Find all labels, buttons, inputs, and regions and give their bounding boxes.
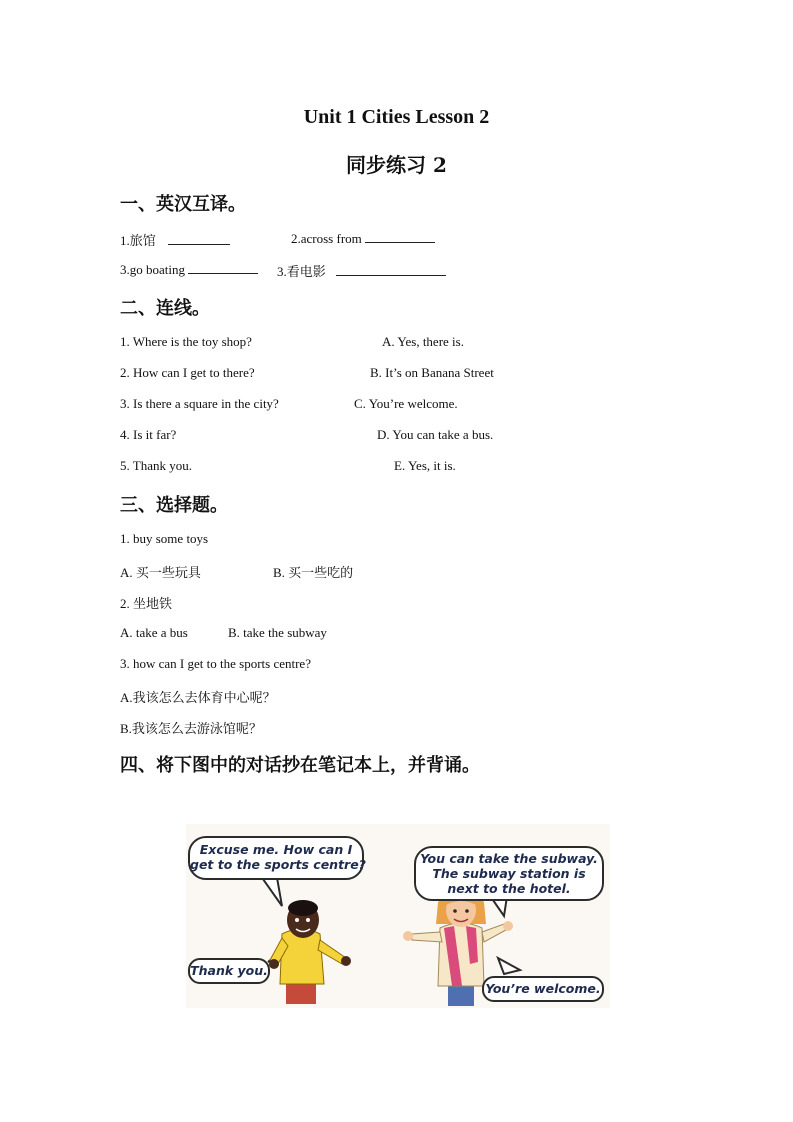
section-1-heading: 一、英汉互译。	[120, 194, 246, 215]
match-question-2: 2. How can I get to there?	[120, 365, 255, 380]
answer-blank[interactable]	[336, 263, 446, 276]
section-3-heading: 三、选择题。	[120, 495, 228, 516]
item-text: 2.across from	[291, 231, 362, 246]
match-question-1: 1. Where is the toy shop?	[120, 334, 252, 349]
dialogue-illustration	[186, 824, 610, 1008]
bubble-line: next to the hotel.	[447, 881, 571, 896]
choice-3-option-a[interactable]: A.我该怎么去体育中心呢？	[120, 690, 276, 705]
translate-item-3	[120, 261, 258, 278]
speech-bubble-thank-you: Thank you.	[188, 958, 270, 984]
choice-3-option-b[interactable]: B.我该怎么去游泳馆呢？	[120, 721, 262, 736]
boy-figure	[269, 900, 351, 1004]
translate-item-2	[291, 230, 435, 247]
translate-item-4	[277, 261, 446, 280]
section-2-heading: 二、连线。	[120, 298, 210, 319]
bubble-tail	[498, 958, 520, 974]
page-subtitle: 同步练习 2	[346, 153, 447, 177]
match-answer-b: B. It’s on Banana Street	[370, 365, 494, 380]
match-answer-c: C. You’re welcome.	[354, 396, 458, 411]
match-question-4: 4. Is it far?	[120, 427, 177, 442]
choice-1-option-a[interactable]: A. 买一些玩具	[120, 565, 201, 580]
speech-bubble-boy-question	[188, 836, 364, 880]
item-text: 3.看电影	[277, 264, 326, 279]
page-title: Unit 1 Cities Lesson 2	[303, 106, 490, 128]
match-answer-e: E. Yes, it is.	[394, 458, 456, 473]
section-4-heading: 四、将下图中的对话抄在笔记本上，并背诵。	[120, 755, 480, 776]
bubble-line: get to the sports centre?	[190, 857, 366, 872]
translate-item-1	[120, 230, 230, 249]
bubble-line: Excuse me. How can I	[199, 842, 353, 857]
bubble-line: You can take the subway.	[420, 851, 598, 866]
choice-question-3: 3. how can I get to the sports centre?	[120, 656, 311, 671]
bubble-line: The subway station is	[432, 866, 586, 881]
item-text: 3.go boating	[120, 262, 185, 277]
choice-2-option-a[interactable]: A. take a bus	[120, 625, 188, 640]
choice-1-option-b[interactable]: B. 买一些吃的	[273, 565, 354, 580]
match-answer-d: D. You can take a bus.	[377, 427, 494, 442]
choice-question-1: 1. buy some toys	[120, 531, 209, 546]
match-answer-a: A. Yes, there is.	[382, 334, 464, 349]
answer-blank[interactable]	[188, 261, 258, 274]
answer-blank[interactable]	[168, 232, 230, 245]
choice-question-2: 2. 坐地铁	[120, 596, 173, 611]
choice-2-option-b[interactable]: B. take the subway	[228, 625, 327, 640]
speech-bubble-girl-answer	[414, 846, 604, 901]
answer-blank[interactable]	[365, 230, 435, 243]
speech-bubble-welcome: You’re welcome.	[482, 976, 604, 1002]
item-text: 1.旅馆	[120, 233, 156, 248]
match-question-5: 5. Thank you.	[120, 458, 192, 473]
match-question-3: 3. Is there a square in the city?	[120, 396, 279, 411]
